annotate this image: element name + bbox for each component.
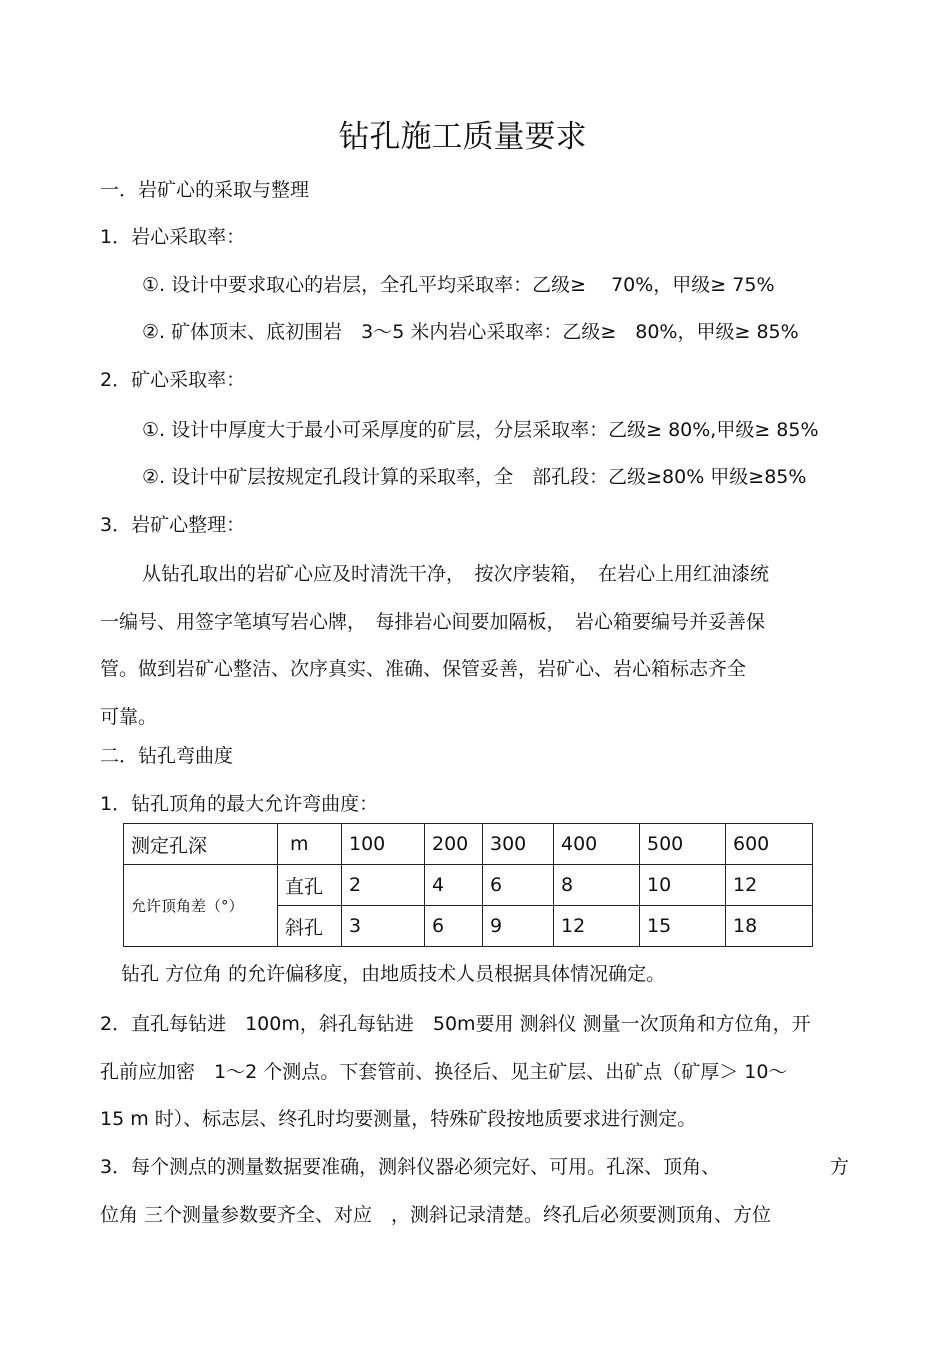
depth-cell: 300 (483, 824, 554, 865)
table-note: 钻孔 方位角 的允许偏移度，由地质技术人员根据具体情况确定。 (121, 963, 666, 985)
value-cell: 8 (554, 865, 640, 906)
row-group-label-cell: 允许顶角差（°） (124, 865, 278, 947)
item-2-heading: 2．矿心采取率： (100, 369, 246, 391)
row-label-cell: 斜孔 (278, 906, 342, 947)
section-2-item-2-line-3: 15 m 时）、标志层、终孔时均要测量，特殊矿段按地质要求进行测定。 (100, 1108, 697, 1130)
unit-cell: m (278, 824, 342, 865)
section-2-item-2-line-1: 2．直孔每钻进 100m，斜孔每钻进 50m要用 测斜仪 测量一次顶角和方位角，开 (100, 1013, 811, 1035)
section-1-heading: 一．岩矿心的采取与整理 (100, 179, 310, 201)
item-1-heading: 1．岩心采取率： (100, 226, 246, 248)
value-cell: 15 (640, 906, 726, 947)
item-2-line-2: ②. 设计中矿层按规定孔段计算的采取率，全 部孔段：乙级≥80% 甲级≥85% (142, 466, 807, 488)
value-cell: 2 (342, 865, 425, 906)
value-cell: 6 (425, 906, 483, 947)
item-1-line-2: ②. 矿体顶末、底初围岩 3～5 米内岩心采取率：乙级≥ 80%，甲级≥ 85% (142, 321, 799, 343)
paragraph-line-4: 可靠。 (100, 706, 158, 728)
row-label-cell: 直孔 (278, 865, 342, 906)
item-3-heading: 3．岩矿心整理： (100, 514, 246, 536)
section-2-item-3-line-1: 3．每个测点的测量数据要准确，测斜仪器必须完好、可用。孔深、顶角、 (100, 1156, 721, 1178)
depth-cell: 600 (726, 824, 813, 865)
value-cell: 9 (483, 906, 554, 947)
value-cell: 12 (554, 906, 640, 947)
value-cell: 3 (342, 906, 425, 947)
value-cell: 6 (483, 865, 554, 906)
value-cell: 18 (726, 906, 813, 947)
depth-cell: 400 (554, 824, 640, 865)
header-label-cell: 测定孔深 (124, 824, 278, 865)
value-cell: 10 (640, 865, 726, 906)
paragraph-line-3: 管。做到岩矿心整洁、次序真实、准确、保管妥善，岩矿心、岩心箱标志齐全 (100, 658, 747, 680)
table-header-row (124, 824, 813, 865)
section-2-heading: 二．钻孔弯曲度 (100, 745, 234, 767)
document-title: 钻孔施工质量要求 (338, 119, 587, 155)
depth-cell: 100 (342, 824, 425, 865)
depth-cell: 200 (425, 824, 483, 865)
item-2-line-1: ①. 设计中厚度大于最小可采厚度的矿层，分层采取率：乙级≥ 80%,甲级≥ 85% (142, 419, 819, 441)
value-cell: 12 (726, 865, 813, 906)
section-2-item-3-line-1-tail: 方 (830, 1156, 850, 1178)
value-cell: 4 (425, 865, 483, 906)
paragraph-line-2: 一编号、用签字笔填写岩心牌， 每排岩心间要加隔板， 岩心箱要编号并妥善保 (100, 611, 766, 633)
section-2-item-3-line-2: 位角 三个测量参数要齐全、对应 ，测斜记录清楚。终孔后必须要测顶角、方位 (100, 1204, 772, 1226)
section-2-item-2-line-2: 孔前应加密 1～2 个测点。下套管前、换径后、见主矿层、出矿点（矿厚＞ 10～ (100, 1061, 788, 1083)
table-row (124, 865, 813, 906)
paragraph-line-1: 从钻孔取出的岩矿心应及时清洗干净， 按次序装箱， 在岩心上用红油漆统 (142, 563, 770, 585)
deviation-table (123, 823, 813, 947)
depth-cell: 500 (640, 824, 726, 865)
item-1-line-1: ①. 设计中要求取心的岩层，全孔平均采取率：乙级≥ 70%，甲级≥ 75% (142, 274, 775, 296)
section-2-item-1-heading: 1．钻孔顶角的最大允许弯曲度： (100, 793, 379, 815)
